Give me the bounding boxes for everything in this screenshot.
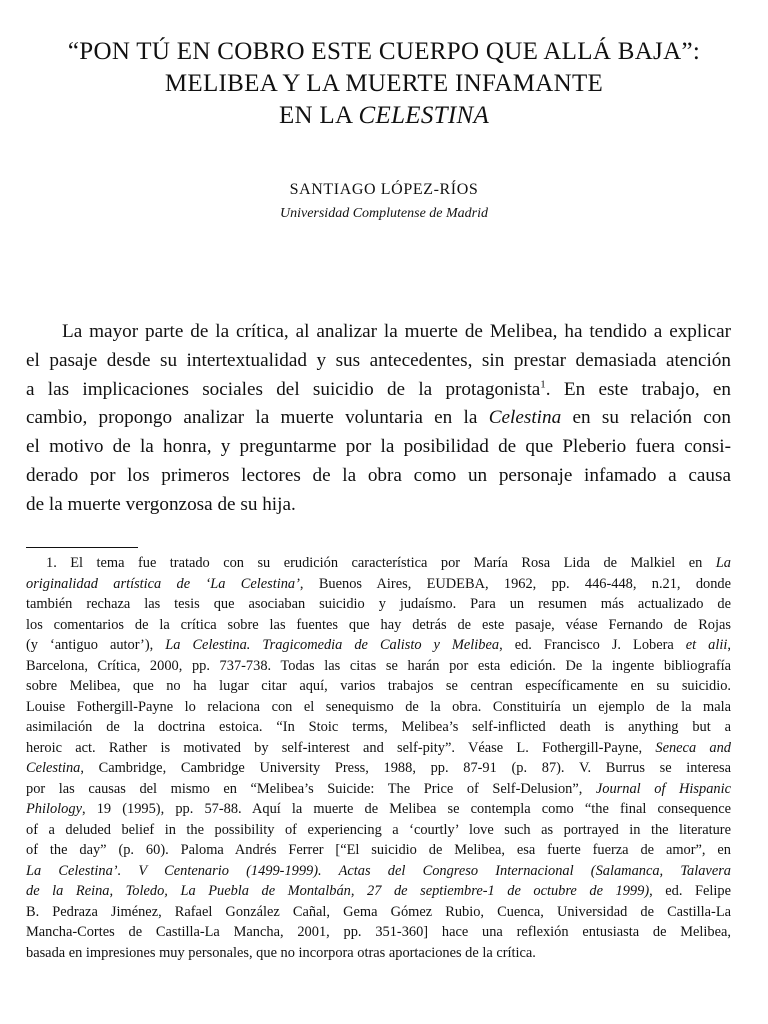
footnote-line [26,799,731,820]
footnote-line: basada en impresiones muy personales, que no incorpora otras aportaciones de la crítica. [26,944,536,961]
title-line-3-text: EN LA [278,102,359,129]
footnote-text: por las causas del mismo en “Melibea’s Suicide: The Price of Self-Delusion”, [26,780,596,797]
footnote-line: asimilación de la doctrina estoica. “In Stoic terms, Melibea’s self-inflicted death is anything but a [26,719,731,735]
author-affiliation: Universidad Complutense de Madrid [279,206,489,221]
footnote-line: Louise Fothergill-Payne lo relaciona con el senequismo de la obra. Constituiría un ejemplo de la mala [26,698,731,715]
footnote-italic: et alii [685,637,728,653]
footnote-line: of the day” (p. 60). Paloma Andrés Ferrer [“El suicidio de Melibea, esa fuerte fuerza de amor”, en [26,842,731,858]
body-line [26,404,731,433]
body-text-segment: en su relación con [561,407,731,429]
body-text-segment: cambio, propongo analizar la muerte voluntaria en la [26,407,489,429]
footnote-text: 1. El tema fue tratado con su erudición característica por María Rosa Lida de Malkiel en [46,555,716,571]
body-line: derado por los primeros lectores de la obra como un personaje infamado a causa [26,464,731,486]
footnote-italic: Journal of Hispanic [595,780,731,797]
footnote-line: Mancha-Cortes de Castilla-La Mancha, 2001, pp. 351-360] hace una reflexión entusiasta de Melibea, [26,924,731,940]
footnote-line: sobre Melibea, que no ha lugar citar aquí, varios trabajos se centran específicamente en su suicidio. [26,678,731,694]
footnote-text: (y ‘antiguo autor’), [26,637,166,653]
footnote-line [26,635,731,656]
footnote-line: of a deluded belief in the possibility of experiencing a ‘courtly’ love such as portrayed in the literature [26,821,731,838]
footnote-italic: Celestina [26,760,81,776]
body-italic-segment: Celestina [488,407,562,429]
footnote-line [26,738,731,759]
body-line: La mayor parte de la crítica, al analizar la muerte de Melibea, ha tendido a explicar [62,321,731,342]
footnote-italic: Seneca and [655,739,731,756]
footnote-text: heroic act. Rather is motivated by self-interest and self-pity”. Véase L. Fothergill-Payne, [26,739,656,756]
body-text-segment: a las implicaciones sociales del suicidio de la protagonista [26,378,541,400]
footnote-italic: La Celestina. Tragicomedia de Calisto y Melibea [165,637,500,653]
author-name: SANTIAGO LÓPEZ-RÍOS [289,181,479,198]
footnote-block [26,553,731,963]
footnote-text: , ed. Francisco J. Lobera [499,637,686,653]
footnote-text: , ed. Felipe [649,883,731,899]
article-title [0,36,768,132]
footnote-line: Barcelona, Crítica, 2000, pp. 737-738. Todas las citas se harán por esta edición. De la ingente bibliografía [26,657,731,674]
footnote-line [26,779,731,800]
footnote-text: , Buenos Aires, EUDEBA, 1962, pp. 446-448, n.21, donde [299,575,732,592]
footnote-line [26,574,731,595]
footnote-line: también rechaza las tesis que asociaban suicidio y judaísmo. Para un resumen más actualizado de [26,596,731,612]
body-line: el motivo de la honra, y preguntarme por la posibilidad de que Pleberio fuera consi- [26,436,731,458]
title-line-1: “PON TÚ EN COBRO ESTE CUERPO QUE ALLÁ BAJA”: [67,38,701,65]
body-line: el pasaje desde su intertextualidad y sus antecedentes, sin prestar demasiada atención [26,349,731,371]
footnote-line: B. Pedraza Jiménez, Rafael González Cañal, Gema Gómez Rubio, Cuenca, Universidad de Castilla-La [26,903,731,920]
footnote-italic: La [715,555,731,571]
footnote-italic: Philology [26,801,82,817]
footnote-text: , 19 (1995), pp. 57-88. Aquí la muerte de Melibea se contempla como “the final consequence [81,801,731,817]
body-paragraph [26,318,731,520]
body-text-segment: . En este trabajo, en [545,378,731,400]
footnote-ref[interactable]: 1 [540,378,546,391]
footnote-text: , Cambridge, Cambridge University Press, 1988, pp. 87-91 (p. 87). V. Burrus se interesa [80,760,731,776]
footnote-line: La Celestina’. V Centenario (1499-1999). Actas del Congreso Internacional (Salamanca, Talavera [26,862,731,879]
footnote-italic: de la Reina, Toledo, La Puebla de Montalbán, 27 de septiembre-1 de octubre de 1999) [26,883,650,899]
footnote-italic: originalidad artística de ‘La Celestina’ [26,575,300,592]
footnote-divider [26,547,138,548]
title-line-2: MELIBEA Y LA MUERTE INFAMANTE [164,70,604,97]
footnote-line [26,758,731,779]
footnote-text: , [727,637,731,653]
body-line: de la muerte vergonzosa de su hija. [26,493,296,515]
footnote-line: los comentarios de la crítica sobre las fuentes que hay detrás de este pasaje, véase Fernando de Rojas [26,616,731,633]
body-line [26,376,731,405]
title-line-3-italic: CELESTINA [358,102,490,129]
title-line-3 [0,100,768,132]
footnote-line [26,881,731,902]
footnote-line [26,553,731,574]
